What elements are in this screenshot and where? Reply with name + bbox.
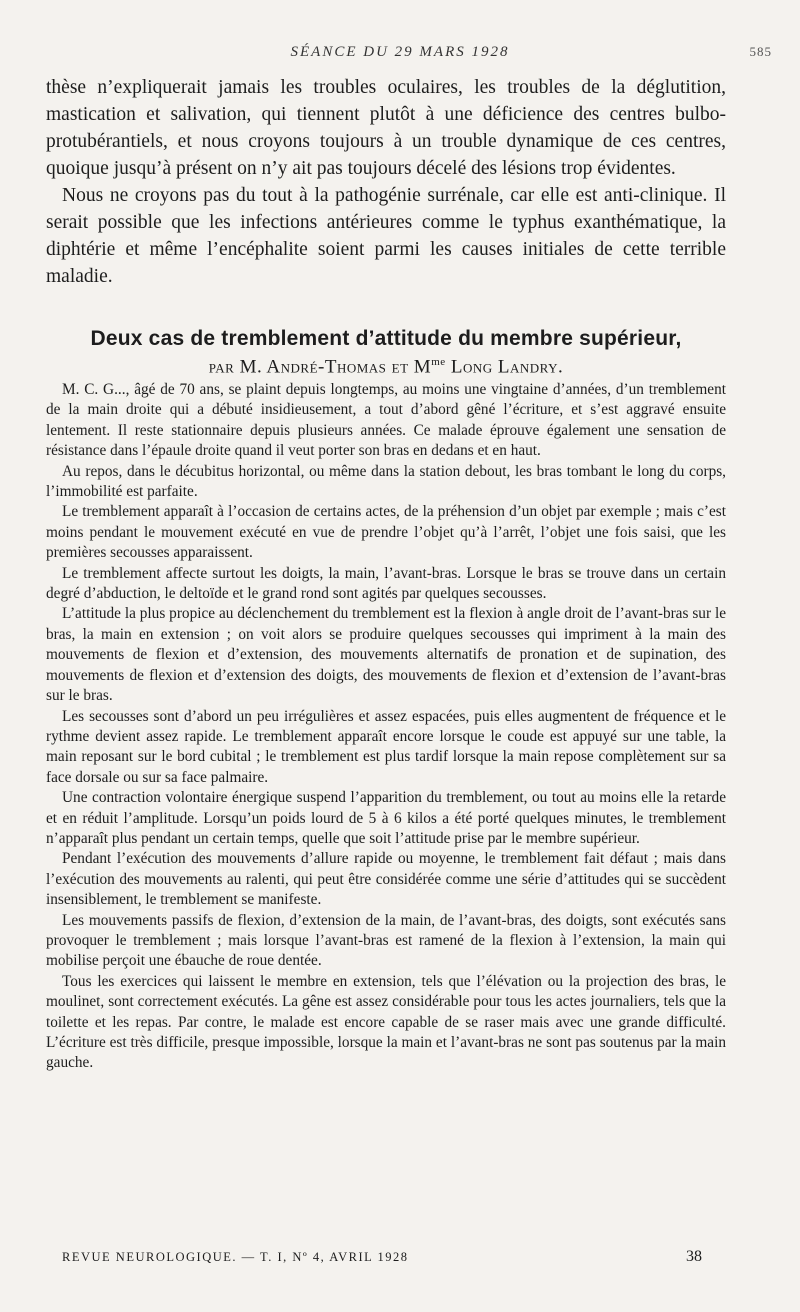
byline-suffix: Long Landry.: [445, 356, 564, 378]
intro-paragraph: Nous ne croyons pas du tout à la pathogénie surrénale, car elle est anti-clinique. Il serait possible que les infections antérieures comme le typhus exanthématique, la diphtérie et même l’encéphalite soient parmi les causes initiales de cette terrible maladie.: [46, 185, 726, 287]
body-paragraph: Les mouvements passifs de flexion, d’extension de la main, de l’avant-bras, des doigts, sont exécutés sans provoquer le tremblement ; mais lorsque l’avant-bras est ramené de la flexion à l’extension, la main qui mobilise perçoit une ébauche de roue dentée.: [46, 911, 726, 970]
running-head: [0, 44, 800, 66]
previous-article-conclusion: [46, 74, 726, 290]
body-paragraph: L’attitude la plus propice au déclenchement du tremblement est la flexion à angle droit de l’avant-bras sur le bras, la main en extension ; on voit alors se produire quelques secousses qui impriment à la main des mouvements de flexion et d’extension, des mouvements alternatifs de pronation et de supination, des mouvements de flexion et d’extension des doigts, des mouvements de flexion et d’extension de l’avant-bras sur le bras.: [46, 605, 726, 705]
footer-journal: REVUE NEUROLOGIQUE. — T. I, Nº 4, AVRIL 1928: [62, 1250, 409, 1264]
article-body: [46, 380, 726, 1074]
page-footer: [62, 1250, 702, 1272]
body-paragraph: Pendant l’exécution des mouvements d’allure rapide ou moyenne, le tremblement fait défaut ; mais dans l’exécution des mouvements au ralenti, qui peut être considérée comme une série d’attitudes qui se succèdent insensiblement, le tremblement se manifeste.: [46, 850, 726, 909]
body-paragraph: Tous les exercices qui laissent le membre en extension, tels que l’élévation ou la projection des bras, le moulinet, sont correctement exécutés. La gêne est assez considérable pour tous les actes journaliers, tels que la toilette et les repas. Par contre, le malade est encore capable de se raser mais avec une grande difficulté. L’écriture est très difficile, presque impossible, lorsque la main et l’avant-bras ne sont pas soutenus par la main gauche.: [46, 972, 726, 1072]
body-paragraph: Une contraction volontaire énergique suspend l’apparition du tremblement, ou tout au moins elle la retarde et en réduit l’amplitude. Lorsqu’un poids lourd de 5 à 6 kilos a été porté quelques minutes, le tremblement n’apparaît plus pendant un certain temps, quelle que soit l’attitude prise par le membre supérieur.: [46, 789, 726, 847]
byline-prefix: par M. André-Thomas et M: [208, 356, 432, 378]
article-title: Deux cas de tremblement d’attitude du membre supérieur,: [90, 327, 682, 350]
body-paragraph: Les secousses sont d’abord un peu irrégulières et assez espacées, puis elles augmentent de fréquence et le rythme devient assez rapide. Le tremblement apparaît encore lorsque le coude est appuyé sur une table, la main reposant sur le bord cubital ; le tremblement est plus tardif lorsque la main repose complètement sur sa face dorsale ou sur sa face palmaire.: [46, 707, 726, 786]
body-paragraph: M. C. G..., âgé de 70 ans, se plaint depuis longtemps, au moins une vingtaine d’années, d’un tremblement de la main droite qui a débuté insidieusement, a tout d’abord gêné l’écriture, et s’est aggravé ensuite lentement. Il reste stationnaire depuis plusieurs années. Ce malade éprouve également une sensation de résistance dans l’épaule droite quand il veut porter son bras en dedans et en haut.: [46, 381, 726, 460]
page-number-bottom: 38: [686, 1248, 702, 1265]
intro-paragraph: thèse n’expliquerait jamais les troubles oculaires, les troubles de la déglutition, mastication et salivation, qui tiennent plutôt à une déficience des centres bulbo-protubérantiels, et nous croyons toujours à un trouble dynamique de ces centres, quoique jusqu’à présent on n’y ait pas toujours décelé des lésions trop évidentes.: [46, 77, 726, 179]
body-paragraph: Au repos, dans le décubitus horizontal, ou même dans la station debout, les bras tombant le long du corps, l’immobilité est parfaite.: [46, 462, 726, 501]
article-byline: [46, 350, 726, 379]
running-title: SÉANCE DU 29 MARS 1928: [290, 44, 510, 60]
body-paragraph: Le tremblement apparaît à l’occasion de certains actes, de la préhension d’un objet par exemple ; mais c’est moins pendant le mouvement exécuté en vue de prendre l’objet qu’à l’arrêt, l’objet une fois saisi, que les premières secousses apparaissent.: [46, 503, 726, 562]
page-number-top: 585: [749, 44, 772, 59]
byline-sup: me: [431, 356, 446, 368]
body-paragraph: Le tremblement affecte surtout les doigts, la main, l’avant-bras. Lorsque le bras se trouve dans un certain degré d’abduction, le deltoïde et le grand rond sont agités par quelques secousses.: [46, 564, 726, 603]
